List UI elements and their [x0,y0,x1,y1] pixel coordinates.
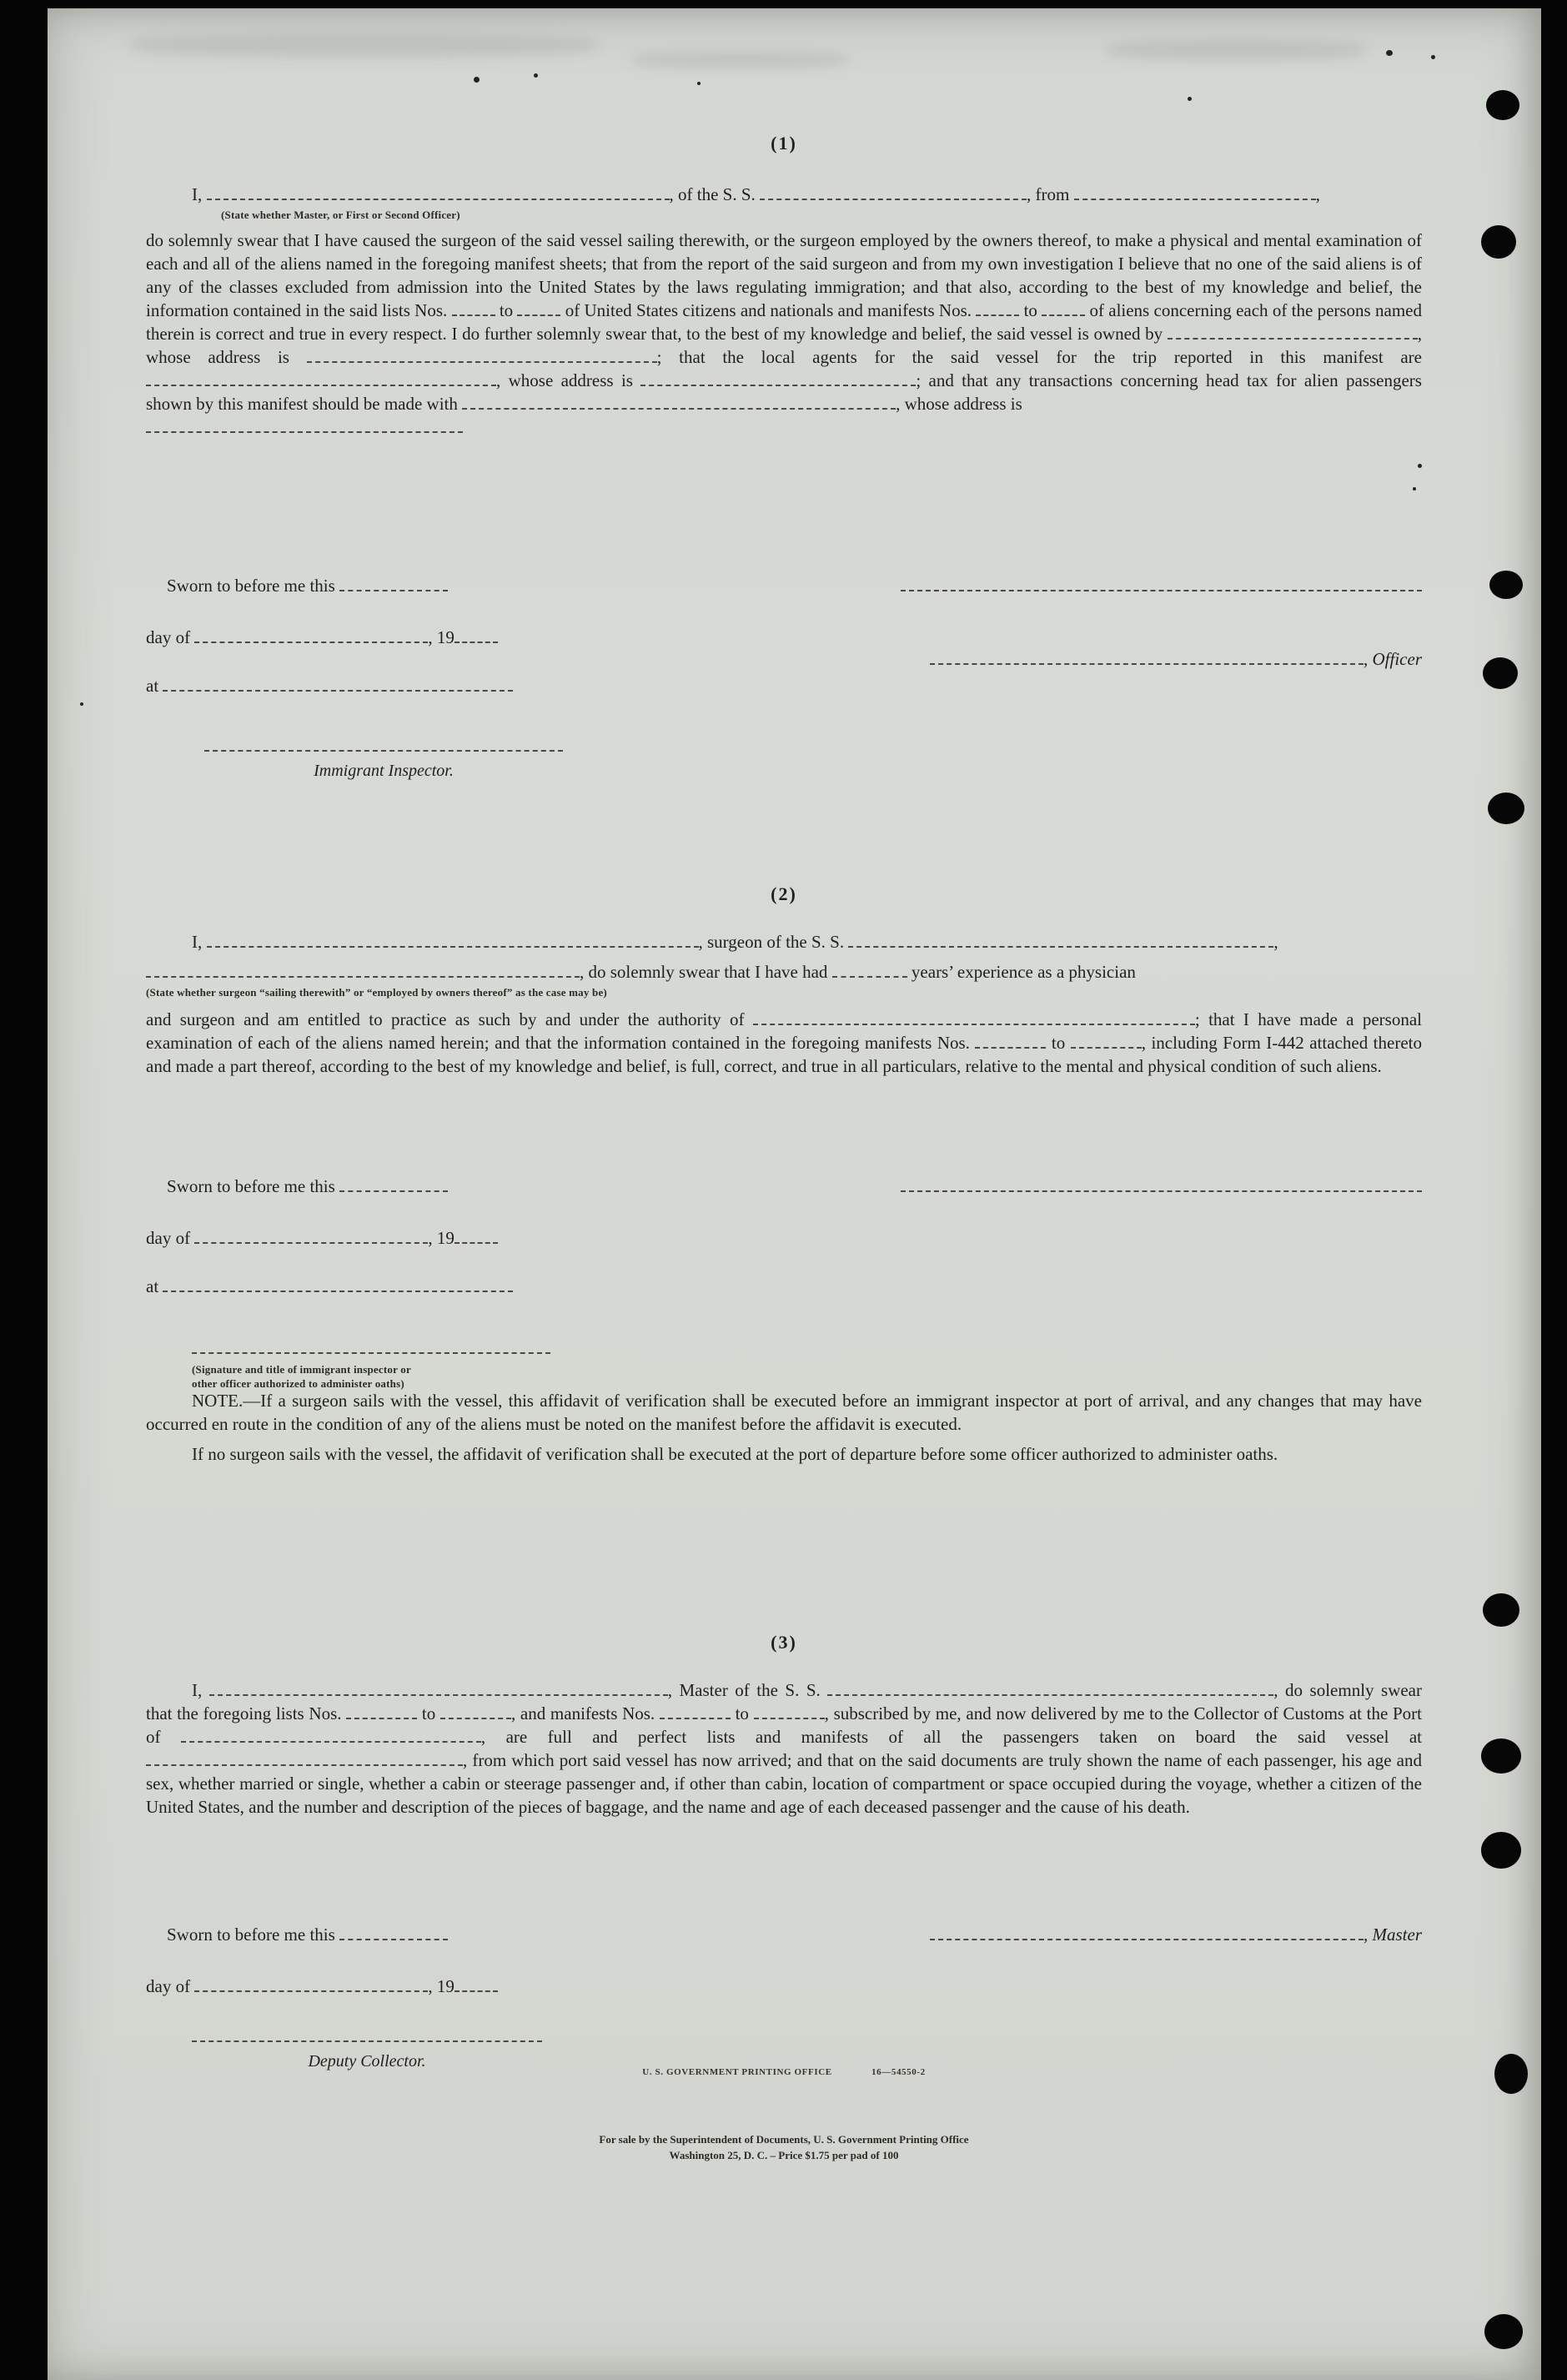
surgeon-opening-line [192,930,1422,954]
scan-hole-dot [1483,657,1518,689]
blank-field[interactable] [194,1980,428,1992]
affidavit-section-2 [146,883,1422,1078]
blank-field[interactable] [440,1707,511,1719]
blank-field[interactable] [163,1280,513,1292]
affidavit-2-jurat [146,1175,1422,1391]
gpo-imprint-line [146,2067,1422,2077]
affidavit-3-body [146,1678,1422,1819]
text-run: , from which port said vessel has now arrived; and that on the said documents are truly shown the name of each passenger, his age and sex, whether married or single, whether a cabin or steerage passenger and, if other than cabin, location of compartment or space occupied during the voyage, whether a citizen of the United States, and the number and description of the pieces of baggage, and the name and age of each deceased passenger and the cause of his death. [146,1750,1422,1817]
day-of-line [146,1975,1422,1998]
officer-signature-blank-line [901,574,1422,597]
blank-field[interactable] [517,304,560,316]
text-run: I, [192,184,207,204]
gpo-job-number: 16—54550-2 [871,2067,926,2077]
collector-signature-blank-line [192,2025,1422,2048]
text-run: , 19 [428,1228,455,1248]
blank-field[interactable] [194,631,428,643]
sale-imprint-line2: Washington 25, D. C. – Price $1.75 per pad of 100 [669,2149,899,2161]
note-block [146,1389,1422,1466]
text-run: , are full and perfect lists and manifests of all the passengers taken on board the said vessel at [480,1727,1422,1747]
section-3-number: (3) [771,1632,797,1653]
blank-field[interactable] [146,965,580,978]
blank-field[interactable] [1071,1036,1142,1049]
text-run: years’ experience as a physician [907,962,1136,982]
day-of-line [146,626,498,649]
text-run: , do solemnly swear that the foregoing lists Nos. [146,1680,1422,1723]
text-run: to [1046,1033,1071,1053]
blank-field[interactable] [975,1036,1046,1049]
blank-field[interactable] [339,579,448,591]
text-run: to [495,300,518,320]
text-run: , subscribed by me, and now delivered by me to the Collector of Customs at the Port of [146,1703,1422,1747]
text-run: day of [146,1228,195,1248]
affidavit-3-jurat [146,1923,1422,2071]
document-paper [48,8,1541,2380]
text-run: day of [146,627,195,647]
text-run: to [417,1703,440,1723]
text-run: Sworn to before me this [167,576,340,596]
surgeon-status-caption: (State whether surgeon “sailing therewith” or “employed by owners thereof” as the case may be) [146,986,607,999]
blank-field[interactable] [204,739,563,752]
affidavit-1-jurat [146,574,1422,781]
scan-hole-dot [1486,90,1519,120]
ink-speck [80,702,83,706]
text-run: Sworn to before me this [167,1925,340,1945]
blank-field[interactable] [930,652,1364,665]
sworn-before-line [167,1923,448,1946]
affidavit-section-3 [146,1631,1422,1819]
blank-field[interactable] [827,1683,1273,1696]
blank-field[interactable] [146,1754,463,1766]
blank-field[interactable] [339,1928,448,1940]
signature-caption-line1: (Signature and title of immigrant inspector or [192,1363,411,1376]
officer-opening-line [192,183,1422,206]
blank-field[interactable] [832,965,907,978]
blank-field[interactable] [640,374,916,386]
blank-field[interactable] [181,1730,481,1743]
scan-hole-dot [1484,2314,1523,2349]
sworn-before-line [167,1175,448,1198]
day-of-row [146,626,1422,669]
scan-hole-dot [1488,792,1524,824]
text-run: of aliens concerning each of the persons named therein is correct and true in every respect. I do further solemnly swear that, to the best of my knowledge and belief, the said vessel is owned by [146,300,1422,344]
ink-speck [1418,464,1422,468]
blank-field[interactable] [339,1180,448,1192]
text-run: ; that the local agents for the said vessel for the trip reported in this manifest are [656,347,1422,367]
blank-field[interactable] [192,2030,542,2042]
immigrant-inspector-label: Immigrant Inspector. [314,762,454,780]
blank-field[interactable] [660,1707,731,1719]
text-run: , [1364,1925,1373,1945]
text-run: day of [146,1976,195,1996]
scan-hole-dot [1494,2054,1528,2094]
at-line [146,674,1422,697]
at-line [146,1275,1422,1298]
text-run: to [730,1703,754,1723]
blank-field[interactable] [192,1341,550,1354]
blank-field[interactable] [455,631,498,643]
blank-field[interactable] [209,1683,668,1696]
blank-field[interactable] [452,304,495,316]
blank-field[interactable] [1042,304,1085,316]
affidavit-2-body [146,1008,1422,1078]
inspector-signature-blank-line [204,734,1422,757]
sworn-row [146,1175,1422,1198]
note-paragraph-2 [146,1442,1422,1466]
sale-imprint [146,2131,1422,2163]
blank-field[interactable] [848,935,1273,948]
ink-speck [1431,55,1435,59]
scan-hole-dot [1481,1738,1521,1774]
blank-field[interactable] [930,1928,1364,1940]
text-run: NOTE.—If a surgeon sails with the vessel, this affidavit of verification shall be executed before an immigrant inspector at port of arrival, and any changes that may have occurred en route in the condition of any of the aliens must be noted on the manifest before the affidavit is executed. [146,1391,1422,1434]
blank-field[interactable] [346,1707,417,1719]
text-run: at [146,676,163,696]
affidavit-section-1 [146,132,1422,439]
sworn-row [146,1923,1422,1946]
signature-caption-line2: other officer authorized to administer oaths) [192,1377,404,1390]
blank-field[interactable] [901,579,1422,591]
inspector-signature-blank-line [901,1175,1422,1198]
section-1-number: (1) [771,133,797,153]
text-run: ; and that any transactions concerning head tax for alien passengers shown by this manifest should be made with [146,370,1422,414]
deputy-collector-label: Deputy Collector. [308,2052,426,2071]
text-run: , 19 [428,627,455,647]
master-signature-line [930,1923,1422,1946]
blank-field[interactable] [194,1231,428,1244]
note-paragraph-1 [146,1389,1422,1436]
blank-field[interactable] [753,1013,1195,1025]
blank-field[interactable] [1074,188,1316,200]
scan-smudge [1107,40,1365,60]
text-run: , including Form I-442 attached thereto and made a part thereof, according to the best of my knowledge and belief, is full, correct, and true in all particulars, relative to the mental and physical condition of such aliens. [146,1033,1422,1076]
text-run: If no surgeon sails with the vessel, the affidavit of verification shall be executed at the port of departure before some officer authorized to administer oaths. [192,1444,1278,1464]
text-run: do solemnly swear that I have caused the surgeon of the said vessel sailing therewith, or the surgeon employed by the owners thereof, to make a physical and mental examination of each and all of the aliens named in the foregoing manifest sheets; that from the report of the said surgeon and from my own investigation I believe that no one of the said aliens is of any of the classes excluded from admission into the United States by the laws regulating immigration; and that also, according to the best of my knowledge and belief, the information contained in the said lists Nos. [146,230,1422,320]
affidavit-1-body [146,229,1422,415]
blank-field[interactable] [455,1980,498,1992]
scan-smudge [131,33,598,57]
sworn-row [146,574,1422,597]
signature-blank-line [192,1336,1422,1360]
text-run: , 19 [428,1976,455,1996]
text-run: I, [192,932,207,952]
officer-opening-caption: (State whether Master, or First or Second Officer) [221,209,460,221]
scan-hole-dot [1489,571,1523,599]
blank-field[interactable] [901,1180,1422,1192]
ink-speck [1413,487,1416,491]
text-run: , whose address is [146,324,1422,367]
day-of-line [146,1226,1422,1250]
ink-speck [1386,50,1393,56]
text-run: to [1019,300,1042,320]
text-run: Sworn to before me this [167,1176,340,1196]
blank-field[interactable] [754,1707,825,1719]
blank-field[interactable] [207,935,699,948]
ink-speck [474,77,480,83]
blank-field[interactable] [307,350,657,363]
text-run: , from [1027,184,1074,204]
gpo-office-text: U. S. GOVERNMENT PRINTING OFFICE [642,2067,832,2077]
text-run: , and manifests Nos. [510,1703,660,1723]
text-run: Master [1372,1925,1422,1945]
scan-smudge [631,52,848,68]
text-run: , [1315,184,1320,204]
ink-speck [1188,97,1192,101]
blank-field[interactable] [207,188,670,200]
text-run: ; that I have made a personal examination of each of the aliens named herein; and that the information contained in the foregoing manifests Nos. [146,1009,1422,1053]
text-run: , of the S. S. [669,184,761,204]
text-run: , whose address is [896,394,1022,414]
sale-imprint-line1: For sale by the Superintendent of Documents, U. S. Government Printing Office [599,2133,969,2146]
text-run: , whose address is [496,370,641,390]
blank-field[interactable] [1168,327,1418,340]
text-run: at [146,1276,163,1296]
blank-field[interactable] [976,304,1019,316]
text-run: and surgeon and am entitled to practice as such by and under the authority of [146,1009,753,1029]
blank-field[interactable] [455,1231,498,1244]
scan-hole-dot [1483,1593,1519,1627]
text-run: Officer [1372,649,1422,669]
blank-field[interactable] [760,188,1027,200]
scan-hole-dot [1481,225,1516,259]
text-run: , Master of the S. S. [667,1680,828,1700]
section-2-number: (2) [771,883,797,904]
text-run: of United States citizens and nationals and manifests Nos. [560,300,977,320]
sworn-before-line [167,574,448,597]
officer-title-line [930,647,1422,671]
text-run: , do solemnly swear that I have had [580,962,832,982]
text-run: I, [192,1680,209,1700]
blank-field[interactable] [146,374,496,386]
blank-field[interactable] [146,420,463,433]
blank-field[interactable] [163,679,513,692]
text-run: , surgeon of the S. S. [698,932,849,952]
ink-speck [534,73,538,78]
address-tail-blank-line [146,415,1422,439]
ink-speck [697,82,701,85]
surgeon-experience-line [146,960,1422,984]
text-run: , [1273,932,1278,952]
text-run: , [1364,649,1373,669]
scan-hole-dot [1481,1832,1521,1869]
blank-field[interactable] [462,397,896,410]
